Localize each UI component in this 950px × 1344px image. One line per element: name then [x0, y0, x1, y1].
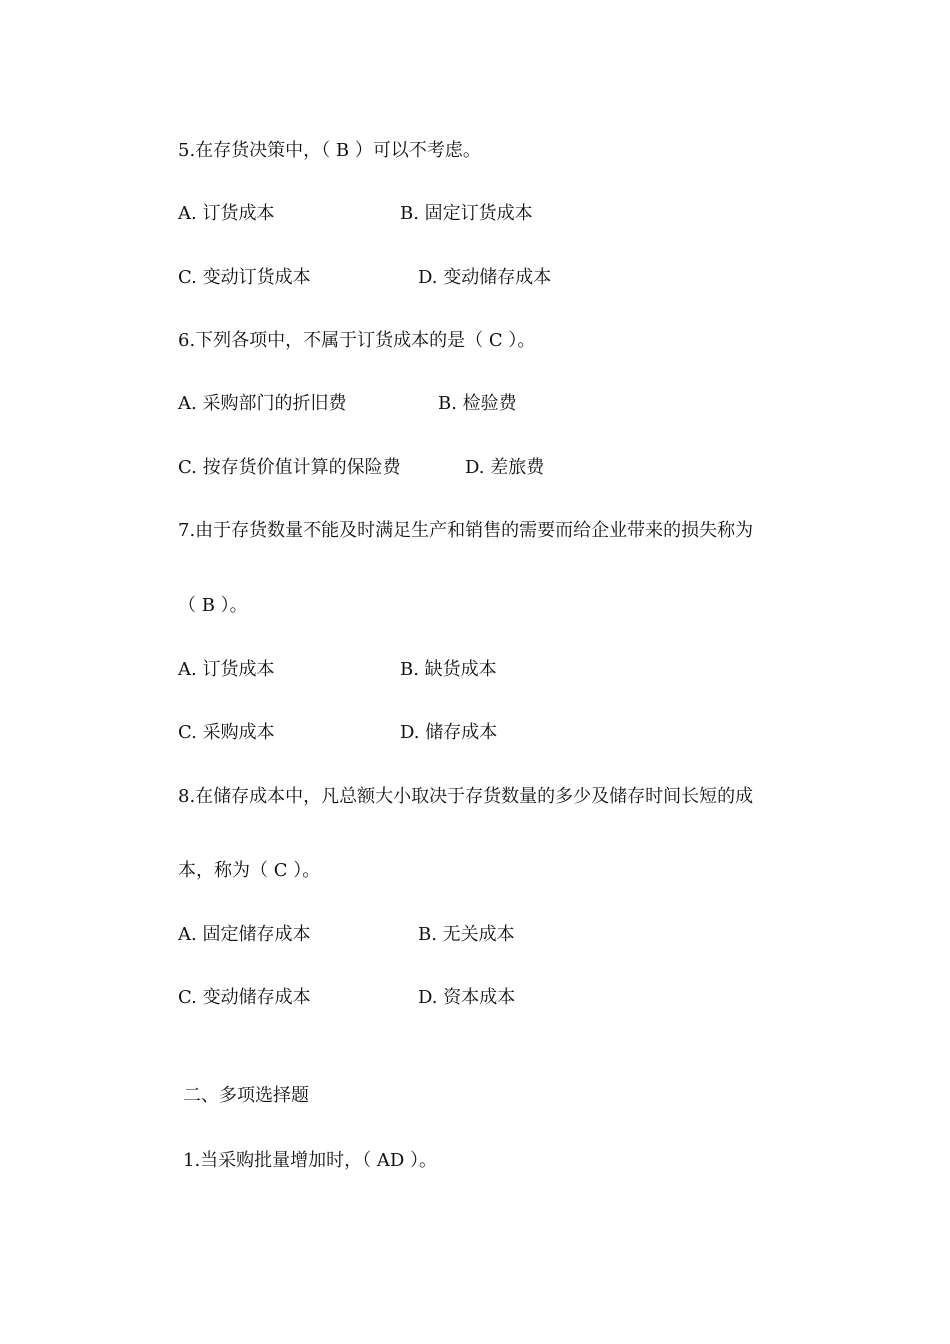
- question-6-stem: 6.下列各项中，不属于订货成本的是（ C ）。: [178, 330, 536, 351]
- question-5-stem: 5.在存货决策中，（ B ）可以不考虑。: [178, 140, 481, 161]
- question-8-option-d: D. 资本成本: [418, 987, 516, 1008]
- question-8-option-c: C. 变动储存成本: [178, 987, 311, 1008]
- question-7-option-d: D. 储存成本: [400, 722, 498, 743]
- question-7-stem-line-1: 7.由于存货数量不能及时满足生产和销售的需要而给企业带来的损失称为: [178, 520, 754, 541]
- question-7-option-c: C. 采购成本: [178, 722, 275, 743]
- question-7-option-a: A. 订货成本: [178, 659, 275, 680]
- question-5-option-a: A. 订货成本: [178, 203, 275, 224]
- question-7-option-b: B. 缺货成本: [400, 659, 497, 680]
- question-5-option-b: B. 固定订货成本: [400, 203, 533, 224]
- question-5-option-c: C. 变动订货成本: [178, 267, 311, 288]
- question-7-stem-line-2: （ B ）。: [178, 595, 248, 616]
- multi-question-1-stem: 1.当采购批量增加时，（ AD ）。: [183, 1150, 438, 1171]
- question-6-option-a: A. 采购部门的折旧费: [178, 393, 347, 414]
- question-8-option-a: A. 固定储存成本: [178, 924, 311, 945]
- question-6-option-b: B. 检验费: [438, 393, 517, 414]
- question-8-stem-line-2: 本，称为（ C ）。: [178, 860, 321, 881]
- section-2-title: 二、多项选择题: [183, 1085, 309, 1106]
- question-5-option-d: D. 变动储存成本: [418, 267, 552, 288]
- question-6-option-c: C. 按存货价值计算的保险费: [178, 457, 401, 478]
- question-6-option-d: D. 差旅费: [465, 457, 545, 478]
- question-8-option-b: B. 无关成本: [418, 924, 515, 945]
- question-8-stem-line-1: 8.在储存成本中，凡总额大小取决于存货数量的多少及储存时间长短的成: [178, 786, 754, 807]
